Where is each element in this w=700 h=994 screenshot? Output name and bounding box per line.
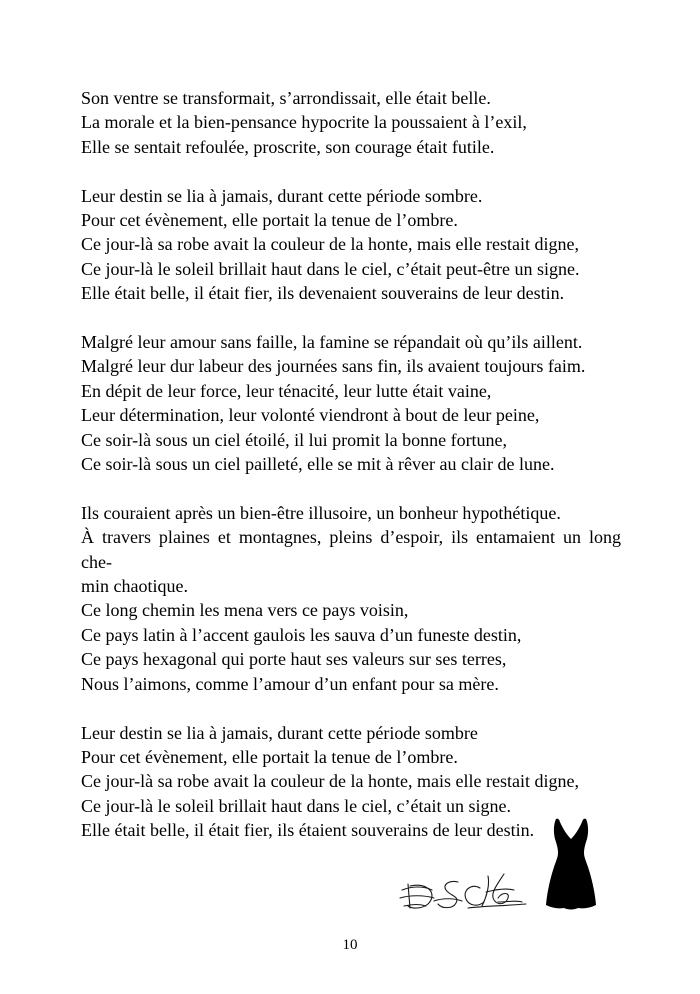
verse-line: Ce pays hexagonal qui porte haut ses valeurs sur ses terres, [81, 649, 507, 670]
verse-line: En dépit de leur force, leur ténacité, leur lutte était vaine, [81, 380, 492, 401]
verse-line: La morale et la bien-pensance hypocrite la poussaient à l’exil, [81, 112, 527, 133]
stanza-1 [81, 86, 621, 159]
poem-body [81, 86, 621, 867]
verse-line: Malgré leur dur labeur des journées sans fin, ils avaient toujours faim. [81, 356, 586, 377]
verse-line: Elle était belle, il était fier, ils devenaient souverains de leur destin. [81, 283, 565, 304]
verse-line: Ce jour-là sa robe avait la couleur de la honte, mais elle restait digne, [81, 771, 579, 792]
verse-line: Leur détermination, leur volonté viendront à bout de leur peine, [81, 405, 540, 426]
verse-line: Malgré leur amour sans faille, la famine se répandait où qu’ils aillent. [81, 332, 583, 353]
verse-line: Ce jour-là sa robe avait la couleur de la honte, mais elle restait digne, [81, 234, 579, 255]
stanza-4 [81, 501, 621, 696]
verse-line: Ce jour-là le soleil brillait haut dans le ciel, c’était un signe. [81, 795, 512, 816]
verse-line: Elle se sentait refoulée, proscrite, son courage était futile. [81, 136, 495, 157]
verse-line: Pour cet évènement, elle portait la tenue de l’ombre. [81, 210, 458, 231]
verse-line: Ce long chemin les mena vers ce pays voisin, [81, 600, 409, 621]
verse-line: Leur destin se lia à jamais, durant cette période sombre [81, 722, 478, 743]
verse-line: Ce pays latin à l’accent gaulois les sauva d’un funeste destin, [81, 624, 522, 645]
stanza-2 [81, 184, 621, 306]
verse-line: Ce soir-là sous un ciel étoilé, il lui promit la bonne fortune, [81, 429, 508, 450]
verse-line-hyphenated: À travers plaines et montagnes, pleins d’espoir, ils entamaient un long che- [81, 527, 621, 572]
verse-line: Leur destin se lia à jamais, durant cette période sombre. [81, 185, 483, 206]
stanza-3 [81, 330, 621, 476]
verse-line: Ce soir-là sous un ciel pailleté, elle se mit à rêver au clair de lune. [81, 454, 555, 475]
verse-line: Ce jour-là le soleil brillait haut dans le ciel, c’était peut-être un signe. [81, 258, 580, 279]
page-number: 10 [342, 937, 358, 953]
verse-line: Pour cet évènement, elle portait la tenue de l’ombre. [81, 746, 458, 767]
black-dress-icon [544, 817, 598, 911]
signature-icon [398, 868, 530, 912]
stanza-5 [81, 721, 621, 843]
verse-line: Elle était belle, il était fier, ils étaient souverains de leur destin. [81, 820, 535, 841]
verse-line-continuation: min chaotique. [81, 576, 188, 597]
verse-line: Nous l’aimons, comme l’amour d’un enfant pour sa mère. [81, 673, 499, 694]
verse-line: Ils couraient après un bien-être illusoire, un bonheur hypothétique. [81, 502, 561, 523]
verse-line: Son ventre se transformait, s’arrondissait, elle était belle. [81, 88, 491, 108]
